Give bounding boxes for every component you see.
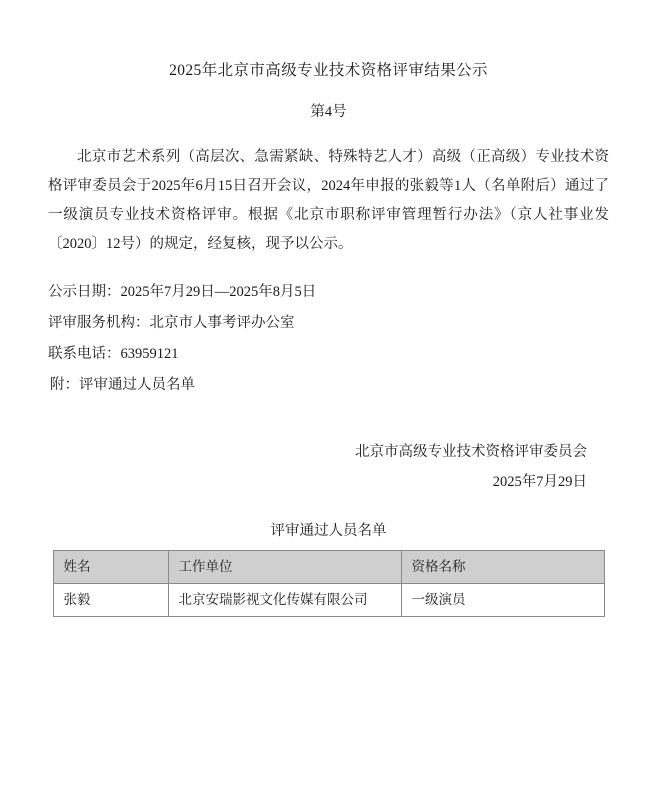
cell-qualification: 一级演员	[401, 584, 604, 617]
meta-review-agency: 评审服务机构：北京市人事考评办公室	[48, 315, 295, 331]
table-row	[53, 584, 604, 617]
table-caption: 评审通过人员名单	[270, 523, 387, 539]
meta-block	[48, 277, 609, 401]
signature-date: 2025年7月29日	[492, 474, 587, 490]
attachment-note: 附：评审通过人员名单	[50, 377, 195, 393]
approved-personnel-table	[53, 550, 605, 617]
table-body	[53, 584, 604, 617]
meta-contact-phone: 联系电话：63959121	[48, 346, 179, 362]
column-header-name: 姓名	[53, 551, 168, 584]
document-number: 第4号	[310, 104, 347, 120]
announcement-body: 北京市艺术系列（高层次、急需紧缺、特殊特艺人才）高级（正高级）专业技术资格评审委员会于2025年6月15日召开会议，2024年申报的张毅等1人（名单附后）通过了一级演员专业技术资格评审。根据《北京市职称评审管理暂行办法》（京人社事业发〔2020〕12号）的规定，经复核，现予以公示。	[48, 149, 609, 252]
table-header	[53, 551, 604, 584]
cell-name: 张毅	[53, 584, 168, 617]
column-header-qualification: 资格名称	[401, 551, 604, 584]
meta-publicity-date: 公示日期：2025年7月29日—2025年8月5日	[48, 284, 317, 300]
page-title: 2025年北京市高级专业技术资格评审结果公示	[169, 62, 488, 79]
cell-organization: 北京安瑞影视文化传媒有限公司	[168, 584, 401, 617]
table-header-row	[53, 551, 604, 584]
signature-organization: 北京市高级专业技术资格评审委员会	[355, 444, 587, 460]
column-header-organization: 工作单位	[168, 551, 401, 584]
